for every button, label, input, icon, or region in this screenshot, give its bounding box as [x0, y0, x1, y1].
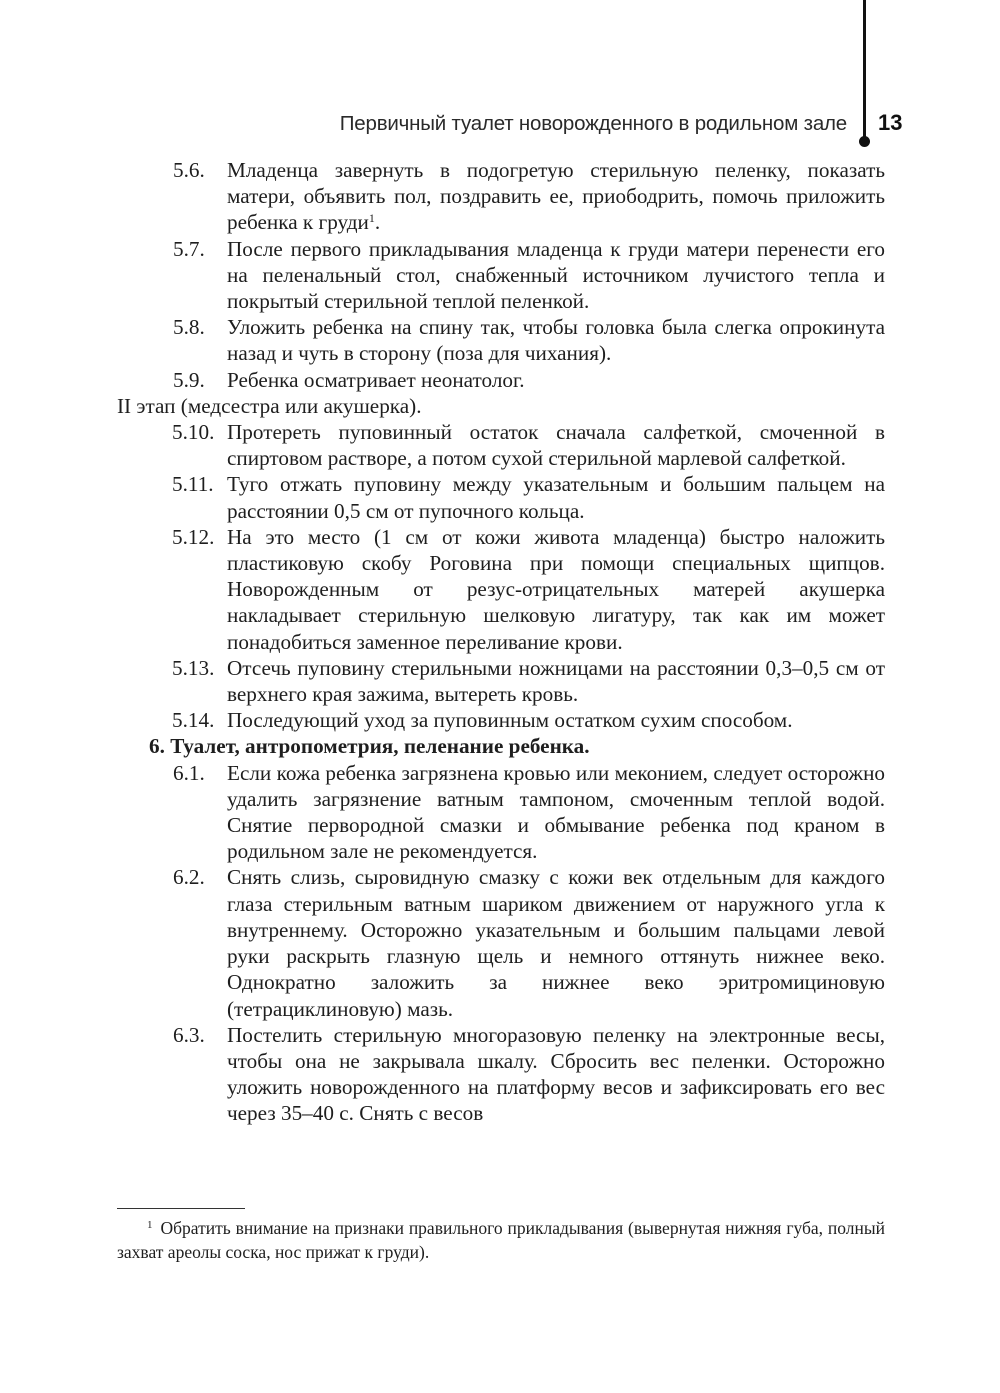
item-number: 5.10.	[172, 420, 215, 445]
item-text: Снять слизь, сыровидную смазку с кожи век отдельным для каждого глаза стерильным ватным шариком движением от наружного угла к внутреннему. Осторожно указательным и большим пальцами левой руки раскрыть глазную щель и немного оттянуть нижнее веко. Однократно заложить за нижнее веко эритромициновую (тетрациклиновую) мазь.	[227, 865, 885, 1021]
item-text: Уложить ребенка на спину так, чтобы головка была слегка опрокинута назад и чуть в сторону (поза для чихания).	[227, 315, 885, 366]
list-item-6-3	[117, 1022, 885, 1127]
item-text: Протереть пуповинный остаток сначала салфеткой, смоченной в спиртовом растворе, а потом сухой стерильной марлевой салфеткой.	[227, 420, 885, 471]
item-text: Младенца завернуть в подогретую стерильную пеленку, показать матери, объявить пол, поздравить ее, приободрить, помочь приложить ребенка к груди	[227, 158, 885, 235]
list-item-5-13	[117, 655, 885, 707]
list-item-5-12	[117, 524, 885, 655]
list-item-5-6: 5.6. Младенца завернуть в подогретую стерильную пеленку, показать матери, объявить пол, поздравить ее, приободрить, помочь приложить ребенка к груди$^1$.	[173, 158, 885, 235]
page-number: 13	[878, 110, 903, 135]
footnote-rule	[117, 1208, 245, 1209]
item-number: 5.13.	[172, 655, 215, 680]
item-text: Отсечь пуповину стерильными ножницами на расстоянии 0,3–0,5 см от верхнего края зажима, вытереть кровь.	[227, 655, 885, 707]
item-number: 6.1.	[173, 760, 205, 785]
item-number: 5.14.	[172, 708, 215, 733]
item-number: 6.2.	[173, 865, 205, 890]
list-item-5-10	[117, 419, 885, 471]
list-item-5-7	[117, 236, 885, 315]
list-item-5-11	[117, 471, 885, 523]
item-text: Ребенка осматривает неонатолог.	[227, 367, 525, 392]
item-number: 5.7.	[173, 236, 205, 261]
item-number: 5.8.	[173, 315, 205, 340]
footnote-text: Обратить внимание на признаки правильного прикладывания (вывернутая нижняя губа, полный захват ареолы соска, нос прижат к груди).	[117, 1218, 885, 1262]
header-vertical-rule	[863, 0, 866, 140]
item-text: Последующий уход за пуповинным остатком сухим способом.	[227, 708, 793, 733]
item-number: 5.9.	[173, 367, 205, 392]
list-item-5-8	[117, 314, 885, 366]
footnote	[117, 1216, 885, 1264]
item-text: На это место (1 см от кожи живота младенца) быстро наложить пластиковую скобу Роговина при помощи специальных щипцов. Новорожденным от резус-отрицательных матерей акушерка накладывает стерильную шелковую лигатуру, так как им может понадобиться заменное переливание крови.	[227, 524, 885, 654]
list-item-6-2	[117, 864, 885, 1021]
footnote-ref: 1	[368, 211, 375, 226]
item-number: 5.12.	[172, 524, 215, 549]
section-heading: 6. Туалет, антропометрия, пеленание ребенка.	[149, 734, 590, 759]
list-item-5-9	[117, 367, 885, 393]
item-text: Постелить стерильную многоразовую пеленку на электронные весы, чтобы она не закрывала шкалу. Сбросить вес пеленки. Осторожно уложить новорожденного на платформу весов и зафиксировать его вес через 35–40 с. Снять с весов	[227, 1022, 885, 1126]
list-item-5-14	[117, 707, 885, 733]
item-number: 6.3.	[173, 1022, 205, 1047]
header-rule-dot	[859, 136, 870, 147]
running-title: Первичный туалет новорожденного в родильном зале	[339, 112, 847, 135]
item-text: После первого прикладывания младенца к груди матери перенести его на пеленальный стол, снабженный источником лучистого тепла и покрытый стерильной теплой пеленкой.	[227, 236, 885, 314]
item-number: 5.11.	[172, 472, 214, 497]
page-body	[117, 157, 885, 1127]
list-item-6-1	[117, 760, 885, 865]
item-number: 5.6.	[173, 158, 205, 182]
footnote-marker: 1	[147, 1219, 153, 1231]
item-text: Если кожа ребенка загрязнена кровью или меконием, следует осторожно удалить загрязнение ватным тампоном, смоченным теплой водой. Снятие первородной смазки и обмывание ребенка под краном в родильном зале не рекомендуется.	[227, 760, 885, 864]
stage-line: II этап (медсестра или акушерка).	[117, 393, 422, 418]
item-text: Туго отжать пуповину между указательным и большим пальцем на расстоянии 0,5 см от пупочного кольца.	[227, 472, 885, 523]
